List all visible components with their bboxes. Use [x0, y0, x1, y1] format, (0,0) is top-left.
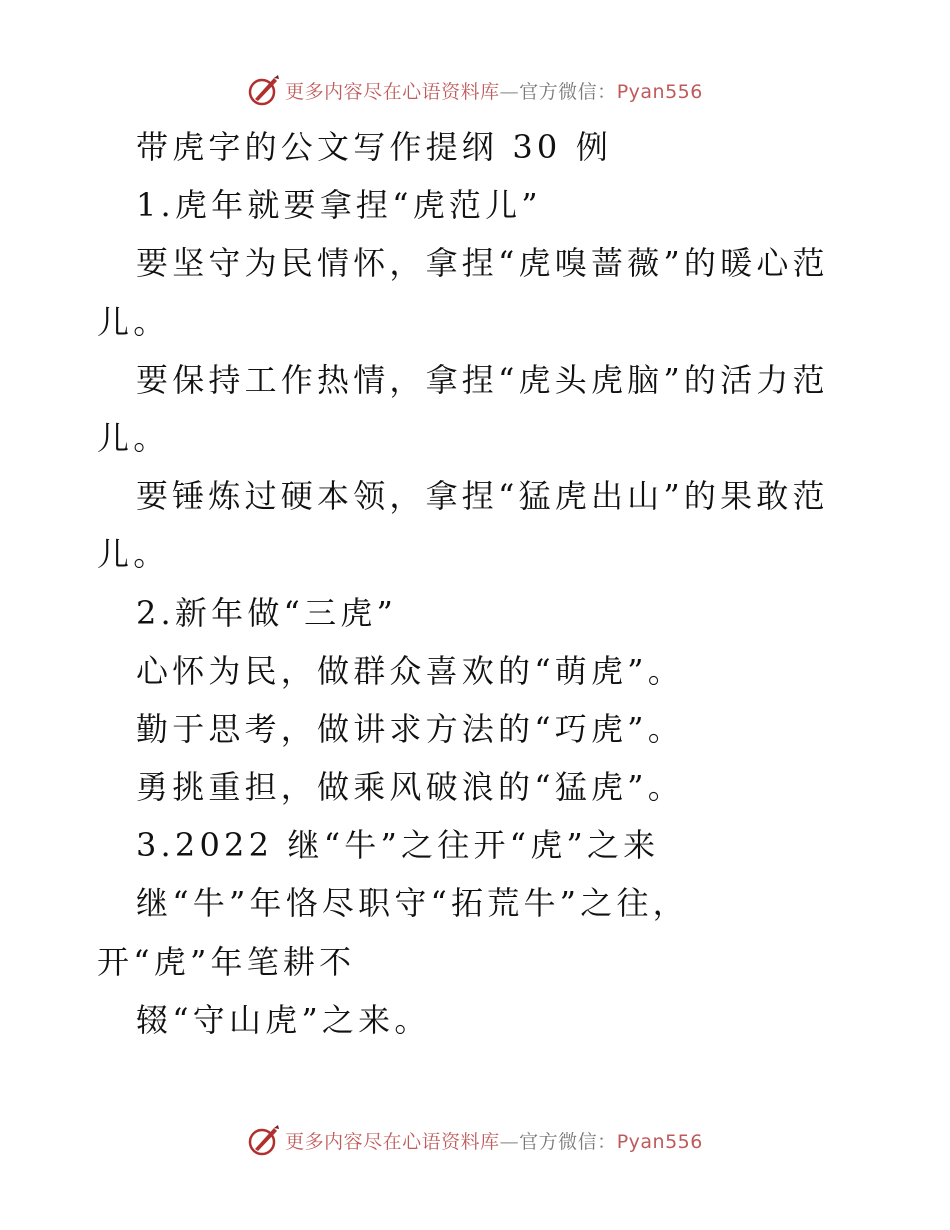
text-line: 2.新年做“三虎”: [136, 593, 398, 632]
watermark-text: [285, 77, 703, 104]
text-line: 儿。: [97, 535, 170, 574]
text-line: 带虎字的公文写作提纲 30 例: [136, 128, 613, 166]
header-watermark: [0, 70, 950, 110]
watermark-separator: —: [499, 1130, 520, 1153]
text-line: 心怀为民，做群众喜欢的“萌虎”。: [136, 651, 684, 690]
text-line: 要坚守为民情怀，拿捏“虎嗅蔷薇”的暖心范: [136, 244, 829, 283]
text-line: 要锤炼过硬本领，拿捏“猛虎出山”的果敢范: [136, 477, 829, 516]
text-line: 1.虎年就要拿捏“虎范儿”: [136, 186, 542, 225]
text-line: 儿。: [97, 302, 170, 341]
text-line: 儿。: [97, 418, 170, 457]
watermark-label: 官方微信：: [519, 1130, 617, 1153]
watermark-label: 官方微信：: [519, 80, 617, 103]
text-line: 开“虎”年笔耕不: [97, 942, 356, 981]
watermark-separator: —: [499, 80, 520, 103]
quill-logo-icon: [247, 1123, 281, 1157]
text-line: 继“牛”年恪尽职守“拓荒牛”之往，: [136, 884, 689, 923]
text-line: 辍“守山虎”之来。: [136, 1000, 431, 1039]
text-line: 勇挑重担，做乘风破浪的“猛虎”。: [136, 768, 684, 807]
text-line: 3.2022 继“牛”之往开“虎”之来: [136, 826, 660, 865]
watermark-id: Pyan556: [616, 1130, 703, 1153]
text-line: 要保持工作热情，拿捏“虎头虎脑”的活力范: [136, 360, 829, 399]
watermark-main: 更多内容尽在心语资料库: [285, 1130, 500, 1153]
text-line: 勤于思考，做讲求方法的“巧虎”。: [136, 709, 684, 748]
watermark-main: 更多内容尽在心语资料库: [285, 80, 500, 103]
document-body: [0, 118, 950, 1049]
watermark-id: Pyan556: [616, 80, 703, 103]
quill-logo-icon: [247, 73, 281, 107]
footer-watermark: [0, 1120, 950, 1160]
watermark-text: [285, 1127, 703, 1154]
